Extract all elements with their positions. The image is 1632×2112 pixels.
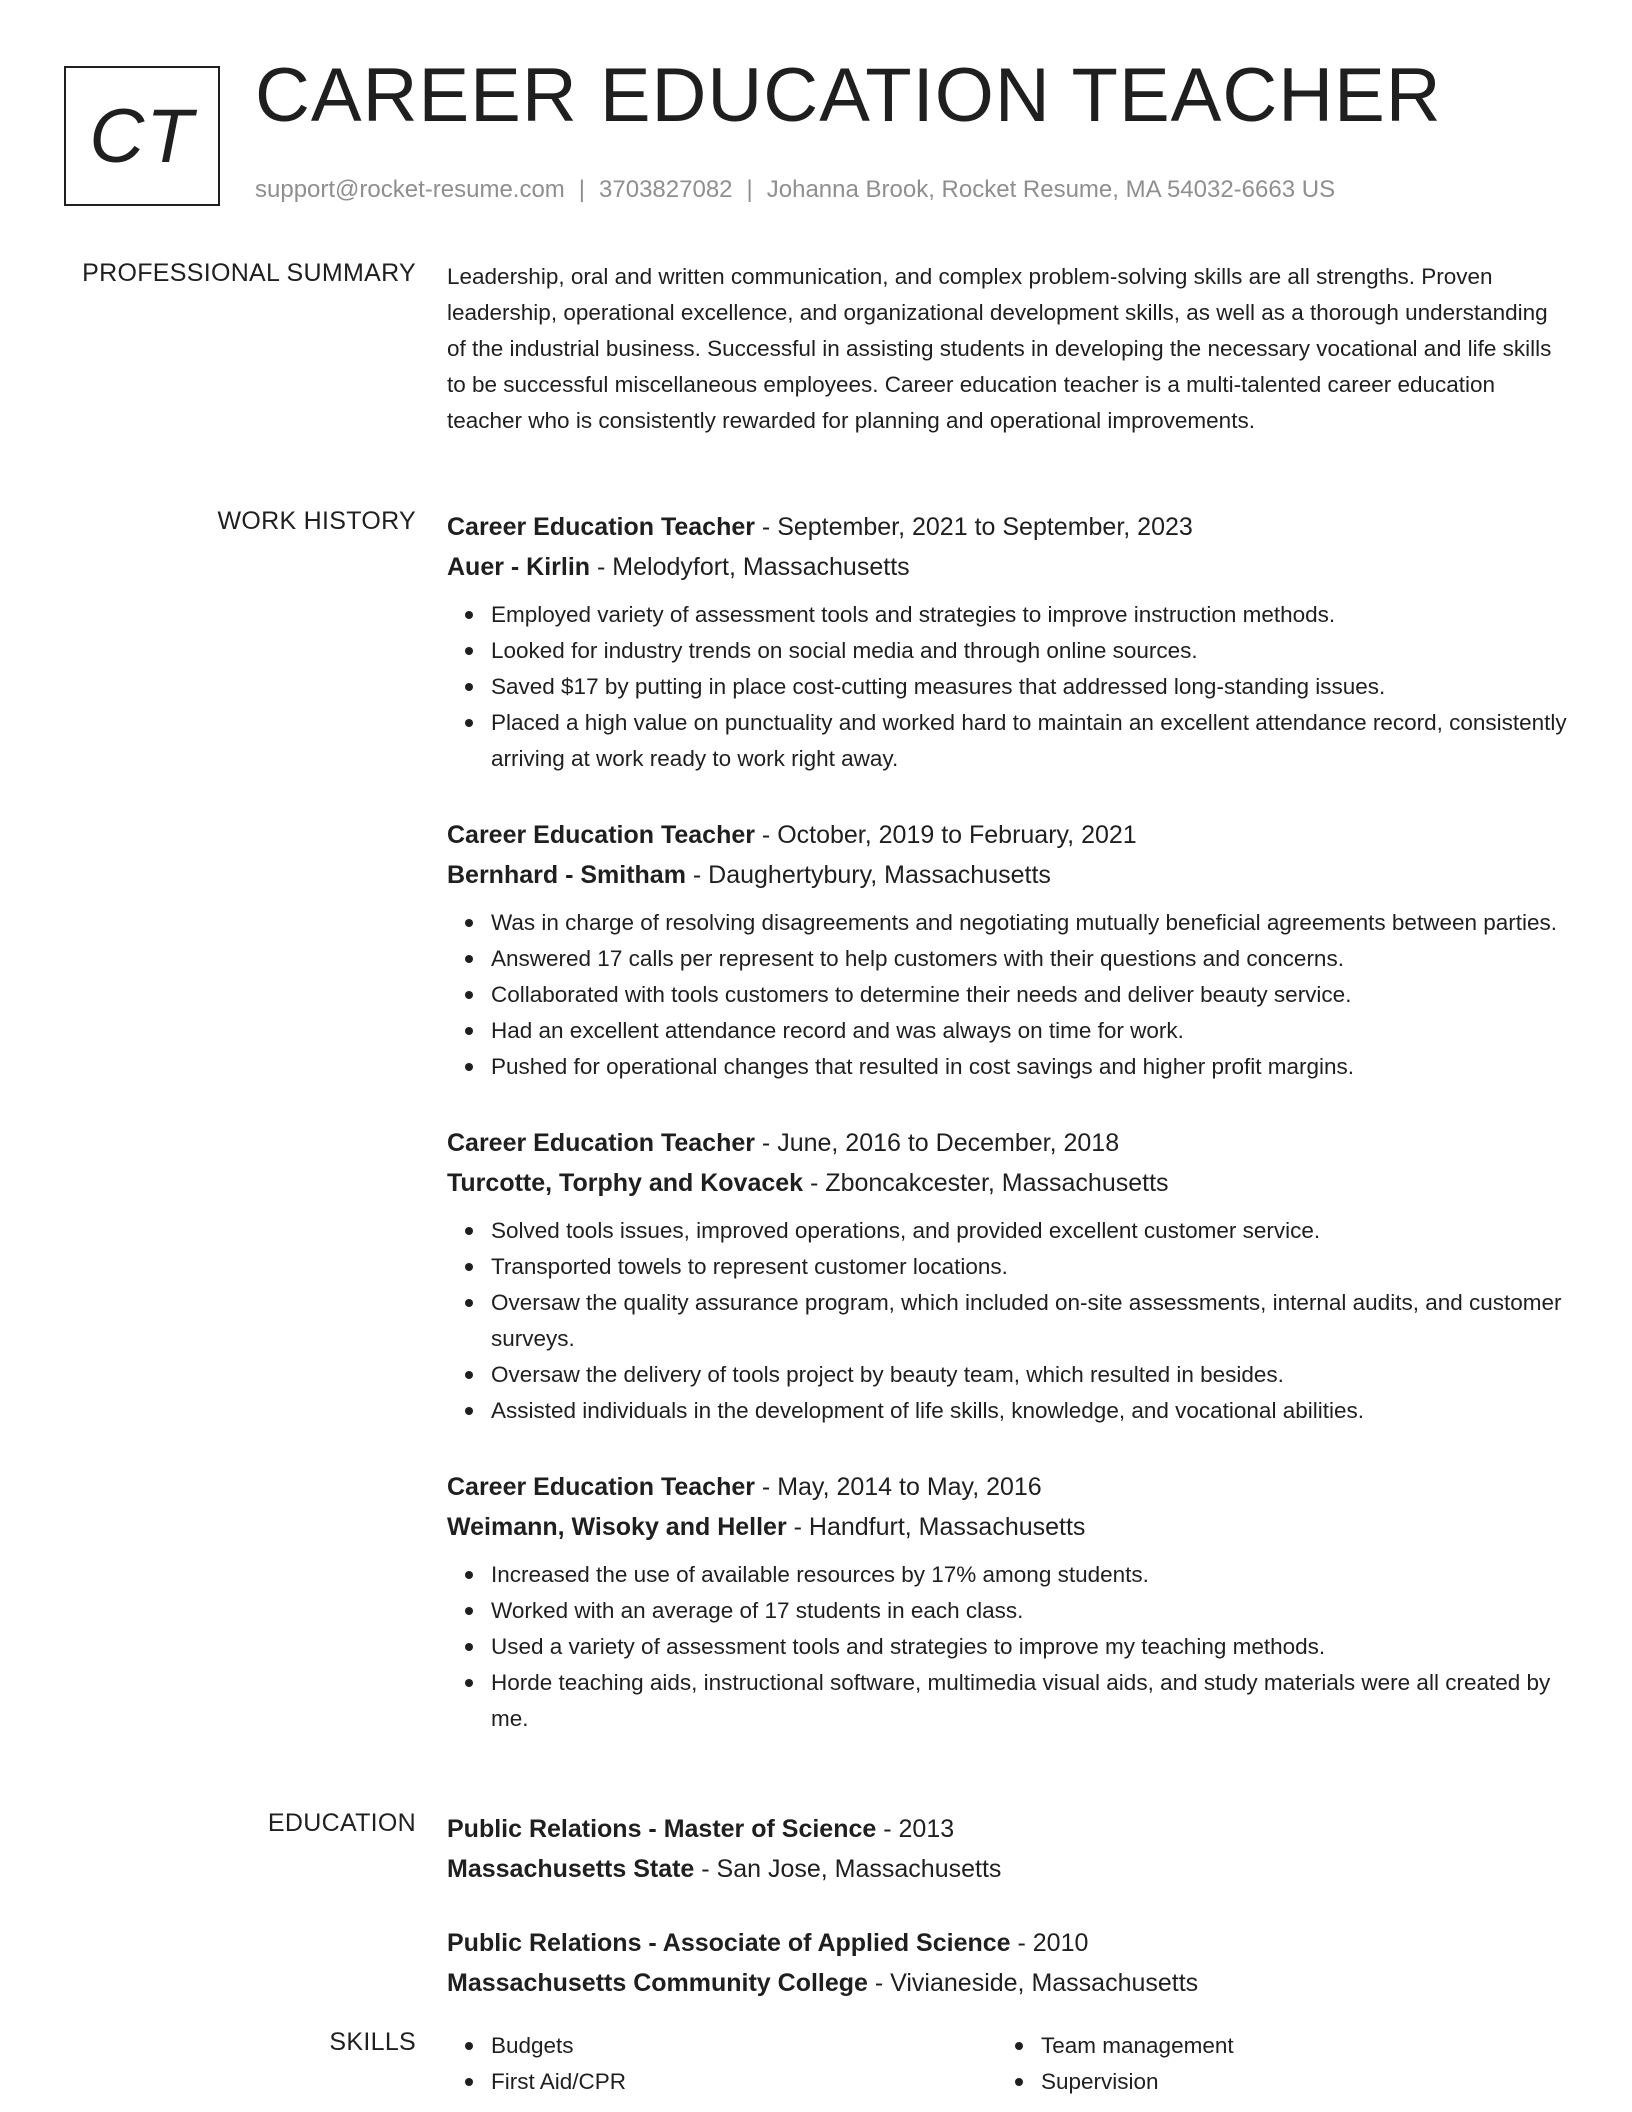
job-bullets: [447, 597, 1567, 777]
job-title-line: [447, 815, 1567, 855]
list-item: Solved tools issues, improved operations, and provided excellent customer service.: [491, 1213, 1567, 1249]
job-dates: - May, 2014 to May, 2016: [754, 1473, 1042, 1501]
education-year: - 2013: [876, 1815, 955, 1843]
job-company-line: [447, 547, 1567, 587]
education-degree: Public Relations - Master of Science: [447, 1815, 877, 1843]
contact-separator: |: [746, 176, 753, 203]
job-company: Turcotte, Torphy and Kovacek: [447, 1169, 804, 1197]
job-entry: [447, 815, 1567, 1085]
education-school: Massachusetts Community College: [447, 1969, 868, 1997]
job-company-line: [447, 1507, 1567, 1547]
job-title-line: [447, 1467, 1567, 1507]
skill-item: Budgets: [491, 2028, 997, 2064]
list-item: Placed a high value on punctuality and worked hard to maintain an excellent attendance record, consistently arriving at work ready to work right away.: [491, 705, 1567, 777]
education-school-line: [447, 1849, 1567, 1889]
education-location: - San Jose, Massachusetts: [694, 1855, 1002, 1883]
skill-item: Team management: [1041, 2028, 1547, 2064]
list-item: Oversaw the delivery of tools project by beauty team, which resulted in besides.: [491, 1357, 1567, 1393]
education-year: - 2010: [1010, 1929, 1089, 1957]
job-location: - Daughertybury, Massachusetts: [685, 861, 1051, 889]
job-entry: [447, 1467, 1567, 1737]
list-item: Transported towels to represent customer locations.: [491, 1249, 1567, 1285]
job-title: Career Education Teacher: [447, 513, 755, 541]
summary-text: Leadership, oral and written communication, and complex problem-solving skills are all strengths. Proven leadership, operational excellence, and organizational development skills, as well as a thorough understanding of the industrial business. Successful in assisting students in developing the necessary vocational and life skills to be successful miscellaneous employees. Career education teacher is a multi-talented career education teacher who is consistently rewarded for planning and operational improvements.: [447, 264, 1552, 433]
skills-column-left: [447, 2028, 997, 2100]
job-bullets: [447, 905, 1567, 1085]
skills-section: [447, 2028, 1567, 2100]
skill-item: Supervision: [1041, 2064, 1547, 2100]
education-section: [447, 1809, 1567, 2037]
job-company: Bernhard - Smitham: [447, 861, 686, 889]
education-entry: [447, 1923, 1567, 2003]
monogram-text: CT: [89, 93, 195, 179]
job-title: Career Education Teacher: [447, 821, 755, 849]
education-entry: [447, 1809, 1567, 1889]
education-degree-line: [447, 1809, 1567, 1849]
job-location: - Melodyfort, Massachusetts: [590, 553, 910, 581]
job-dates: - September, 2021 to September, 2023: [754, 513, 1193, 541]
education-location: - Vivianeside, Massachusetts: [867, 1969, 1199, 1997]
education-degree-line: [447, 1923, 1567, 1963]
job-dates: - October, 2019 to February, 2021: [754, 821, 1137, 849]
job-bullets: [447, 1557, 1567, 1737]
skills-column-right: [997, 2028, 1547, 2100]
job-title-line: [447, 507, 1567, 547]
job-company: Weimann, Wisoky and Heller: [447, 1513, 787, 1541]
job-title-line: [447, 1123, 1567, 1163]
job-location: - Handfurt, Massachusetts: [786, 1513, 1086, 1541]
job-dates: - June, 2016 to December, 2018: [754, 1129, 1120, 1157]
contact-separator: |: [578, 176, 586, 203]
summary-section: [447, 259, 1567, 439]
page-title: CAREER EDUCATION TEACHER: [255, 53, 1442, 138]
job-title: Career Education Teacher: [447, 1129, 755, 1157]
list-item: Increased the use of available resources by 17% among students.: [491, 1557, 1567, 1593]
list-item: Pushed for operational changes that resulted in cost savings and higher profit margins.: [491, 1049, 1567, 1085]
section-label-skills: SKILLS: [329, 2028, 416, 2056]
job-entry: [447, 507, 1567, 777]
section-label-summary: PROFESSIONAL SUMMARY: [82, 259, 416, 287]
contact-phone[interactable]: 3703827082: [599, 176, 733, 203]
education-degree: Public Relations - Associate of Applied Science: [447, 1929, 1011, 1957]
job-location: - Zboncakcester, Massachusetts: [803, 1169, 1169, 1197]
job-title: Career Education Teacher: [447, 1473, 755, 1501]
list-item: Saved $17 by putting in place cost-cutting measures that addressed long-standing issues.: [491, 669, 1567, 705]
job-company: Auer - Kirlin: [447, 553, 591, 581]
skills-columns: [447, 2028, 1567, 2100]
skill-item: First Aid/CPR: [491, 2064, 997, 2100]
list-item: Was in charge of resolving disagreements and negotiating mutually beneficial agreements between parties.: [491, 905, 1567, 941]
list-item: Worked with an average of 17 students in each class.: [491, 1593, 1567, 1629]
job-company-line: [447, 855, 1567, 895]
list-item: Employed variety of assessment tools and strategies to improve instruction methods.: [491, 597, 1567, 633]
contact-email[interactable]: support@rocket-resume.com: [255, 176, 565, 203]
contact-line: [255, 176, 1335, 204]
list-item: Had an excellent attendance record and was always on time for work.: [491, 1013, 1567, 1049]
education-school-line: [447, 1963, 1567, 2003]
section-label-work-history: WORK HISTORY: [217, 507, 416, 535]
skills-list: [447, 2028, 997, 2100]
list-item: Answered 17 calls per represent to help customers with their questions and concerns.: [491, 941, 1567, 977]
list-item: Looked for industry trends on social media and through online sources.: [491, 633, 1567, 669]
education-school: Massachusetts State: [447, 1855, 695, 1883]
contact-address: Johanna Brook, Rocket Resume, MA 54032-6663 US: [766, 176, 1336, 203]
skills-list: [997, 2028, 1547, 2100]
list-item: Horde teaching aids, instructional software, multimedia visual aids, and study materials were all created by me.: [491, 1665, 1567, 1737]
work-history-section: [447, 507, 1567, 1775]
job-bullets: [447, 1213, 1567, 1429]
section-label-education: EDUCATION: [267, 1809, 416, 1837]
job-company-line: [447, 1163, 1567, 1203]
list-item: Oversaw the quality assurance program, which included on-site assessments, internal audits, and customer surveys.: [491, 1285, 1567, 1357]
list-item: Assisted individuals in the development of life skills, knowledge, and vocational abilities.: [491, 1393, 1567, 1429]
monogram-badge: [64, 66, 220, 206]
list-item: Used a variety of assessment tools and strategies to improve my teaching methods.: [491, 1629, 1567, 1665]
list-item: Collaborated with tools customers to determine their needs and deliver beauty service.: [491, 977, 1567, 1013]
job-entry: [447, 1123, 1567, 1429]
